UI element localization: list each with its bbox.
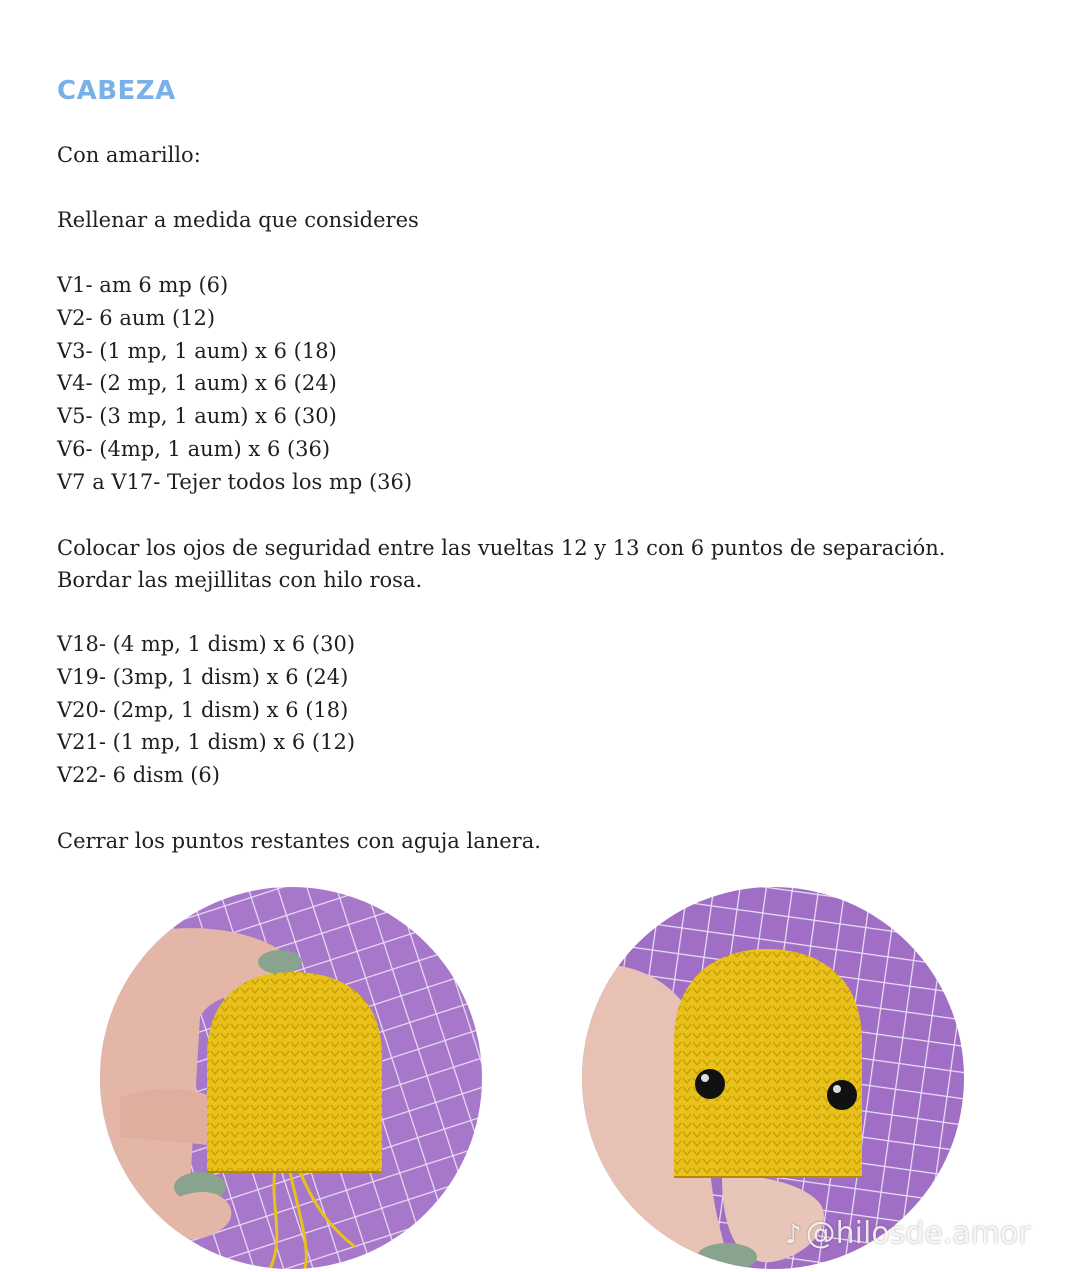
page-title: CABEZA: [57, 76, 176, 106]
round-line: V7 a V17- Tejer todos los mp (36): [57, 470, 413, 494]
round-line: V19- (3mp, 1 dism) x 6 (24): [57, 665, 349, 689]
round-line: V20- (2mp, 1 dism) x 6 (18): [57, 698, 349, 722]
round-line: V1- am 6 mp (6): [57, 273, 229, 297]
round-line: V3- (1 mp, 1 aum) x 6 (18): [57, 339, 337, 363]
text-line: Colocar los ojos de seguridad entre las vueltas 12 y 13 con 6 puntos de separación.: [57, 536, 946, 560]
text-line: Con amarillo:: [57, 143, 201, 167]
text-line: Cerrar los puntos restantes con aguja lanera.: [57, 829, 541, 853]
round-line: V22- 6 dism (6): [57, 763, 220, 787]
photo-head-front: [582, 887, 964, 1269]
round-line: V5- (3 mp, 1 aum) x 6 (30): [57, 404, 337, 428]
round-line: V4- (2 mp, 1 aum) x 6 (24): [57, 371, 337, 395]
watermark-handle: @hilosde.amor: [805, 1216, 1031, 1251]
round-line: V21- (1 mp, 1 dism) x 6 (12): [57, 730, 356, 754]
text-line: Bordar las mejillitas con hilo rosa.: [57, 568, 423, 592]
round-line: V6- (4mp, 1 aum) x 6 (36): [57, 437, 331, 461]
round-line: V2- 6 aum (12): [57, 306, 216, 330]
tiktok-icon: ♪: [785, 1220, 802, 1250]
text-line: Rellenar a medida que consideres: [57, 208, 419, 232]
round-line: V18- (4 mp, 1 dism) x 6 (30): [57, 632, 356, 656]
photo-head-side: [100, 887, 482, 1269]
watermark: [785, 1216, 1031, 1251]
